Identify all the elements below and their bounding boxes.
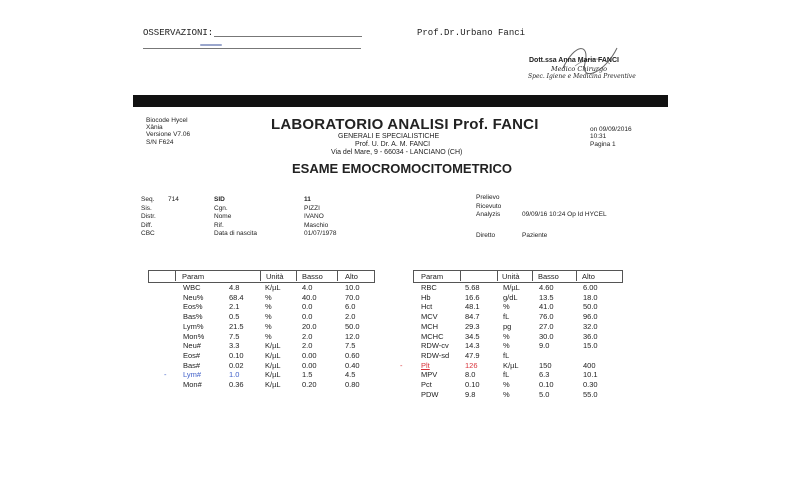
- left-header-unit: Unità: [266, 272, 284, 281]
- right-row-plt-low: 150: [539, 360, 552, 370]
- lab-subtitle: GENERALI E SPECIALISTICHE: [338, 133, 440, 140]
- right-row-hb-value: 16.6: [465, 292, 480, 302]
- report-page: Pagina 1: [590, 141, 616, 148]
- left-row-eos--value: 0.10: [229, 350, 244, 360]
- patient-left-labels: [141, 196, 156, 239]
- right-row-hct-high: 50.0: [583, 302, 598, 312]
- right-row-pct-param: Pct: [421, 380, 432, 389]
- left-row-lym--param: Lym%: [183, 321, 204, 331]
- left-row-eos--param: Eos%: [183, 302, 203, 312]
- right-row-mchc-param: MCHC: [421, 331, 444, 341]
- left-row-bas--low: 0.00: [302, 360, 317, 370]
- label-prelievo: Prelievo: [476, 194, 500, 201]
- left-row-mon--high: 12.0: [345, 331, 360, 341]
- right-row-pct-value: 0.10: [465, 380, 480, 389]
- left-row-eos--high: 0.60: [345, 350, 360, 360]
- left-header-high: Alto: [345, 272, 358, 281]
- right-row-mchc-unit: %: [503, 331, 510, 341]
- right-row-hb-param: Hb: [421, 292, 431, 302]
- left-row-bas--unit: K/µL: [265, 360, 281, 370]
- left-row-wbc-low: 4.0: [302, 283, 313, 292]
- left-header-param: Param: [182, 272, 205, 281]
- right-row-mpv-high: 10.1: [583, 370, 598, 380]
- right-header-high: Alto: [582, 272, 595, 281]
- right-row-mch-param: MCH: [421, 321, 439, 331]
- right-row-rdw-cv-high: 15.0: [583, 341, 598, 351]
- right-row-rbc-high: 6.00: [583, 283, 598, 292]
- label-ricevuto: Ricevuto: [476, 202, 502, 210]
- stamp-specialization: Spec. Igiene e Medicina Preventive: [528, 73, 636, 80]
- right-row-rdw-sd-value: 47.9: [465, 350, 480, 360]
- right-row-mch-low: 27.0: [539, 321, 554, 331]
- left-row-neu--high: 7.5: [345, 341, 356, 351]
- instrument-biocode: Biocode Hycel: [146, 117, 188, 124]
- lab-title: LABORATORIO ANALISI Prof. FANCI: [271, 116, 539, 133]
- right-header-param: Param: [421, 272, 444, 281]
- right-row-pdw-high: 55.0: [583, 389, 598, 399]
- left-row-mon--value: 7.5: [229, 331, 240, 341]
- right-row-mch-high: 32.0: [583, 321, 598, 331]
- patient-mid-labels: [214, 196, 257, 239]
- report-time: 10:31: [590, 133, 607, 140]
- left-row-bas--value: 0.5: [229, 312, 240, 322]
- right-row-hct-value: 48.1: [465, 302, 480, 312]
- left-row-bas--param: Bas#: [183, 360, 201, 370]
- left-row-wbc-param: WBC: [183, 283, 201, 292]
- right-row-rdw-cv-unit: %: [503, 341, 510, 351]
- left-row-mon--unit: K/µL: [265, 380, 281, 389]
- right-row-rbc-param: RBC: [421, 283, 437, 292]
- left-row-lym--low: 1.5: [302, 370, 313, 380]
- instrument-sn: S/N F624: [146, 139, 174, 146]
- left-row-bas--param: Bas%: [183, 312, 203, 322]
- instrument-version: Versione V7.06: [146, 131, 191, 138]
- right-row-mch-unit: pg: [503, 321, 512, 331]
- left-row-mon--high: 0.80: [345, 380, 360, 389]
- left-row-mon--low: 2.0: [302, 331, 313, 341]
- right-row-mpv-low: 6.3: [539, 370, 550, 380]
- left-row-bas--low: 0.0: [302, 312, 313, 322]
- left-row-wbc-high: 10.0: [345, 283, 360, 292]
- observations-line-2: [143, 48, 361, 49]
- right-header-unit: Unità: [502, 272, 520, 281]
- right-row-mcv-unit: fL: [503, 312, 510, 322]
- firstname-value: IVANO: [304, 213, 324, 220]
- label-nome: Nome: [214, 213, 232, 220]
- label-sid: SID: [214, 196, 225, 203]
- left-row-bas--unit: %: [265, 312, 272, 322]
- right-row-mcv-high: 96.0: [583, 312, 598, 322]
- left-row-neu--unit: %: [265, 292, 272, 302]
- header-band: [133, 95, 668, 107]
- label-cbc: CBC: [141, 230, 155, 237]
- left-row-bas--high: 0.40: [345, 360, 360, 370]
- right-row-pct-high: 0.30: [583, 380, 598, 389]
- right-row-hct-low: 41.0: [539, 302, 554, 312]
- left-row-eos--low: 0.0: [302, 302, 313, 312]
- stamp-name: Dott.ssa Anna Maria FANCI: [529, 57, 619, 64]
- right-row-mchc-high: 36.0: [583, 331, 598, 341]
- left-row-neu--value: 68.4: [229, 292, 244, 302]
- label-sis: Sis.: [141, 204, 152, 212]
- label-birthdate: Data di nascita: [214, 230, 257, 237]
- report-date: on 09/09/2016: [590, 126, 632, 133]
- right-row-pdw-low: 5.0: [539, 389, 550, 399]
- right-row-mchc-low: 30.0: [539, 331, 554, 341]
- right-row-pct-low: 0.10: [539, 380, 554, 389]
- right-row-mcv-param: MCV: [421, 312, 438, 322]
- lab-address: Via del Mare, 9 - 66034 - LANCIANO (CH): [331, 149, 463, 156]
- right-row-plt-flag: -: [400, 360, 403, 370]
- left-row-neu--param: Neu%: [183, 292, 204, 302]
- left-row-lym--value: 1.0: [229, 370, 240, 380]
- right-row-hct-param: Hct: [421, 302, 433, 312]
- left-row-lym--value: 21.5: [229, 321, 244, 331]
- left-row-wbc-unit: K/µL: [265, 283, 281, 292]
- right-row-rdw-cv-low: 9.0: [539, 341, 550, 351]
- left-row-eos--param: Eos#: [183, 350, 201, 360]
- left-row-mon--value: 0.36: [229, 380, 244, 389]
- left-row-neu--unit: K/µL: [265, 341, 281, 351]
- left-row-lym--unit: K/µL: [265, 370, 281, 380]
- label-rif: Rif.: [214, 221, 224, 229]
- right-row-rdw-cv-param: RDW-cv: [421, 341, 449, 351]
- right-row-mcv-value: 84.7: [465, 312, 480, 322]
- label-analyzis: Analyzis: [476, 211, 501, 218]
- label-distr: Distr.: [141, 213, 156, 220]
- right-row-hb-low: 13.5: [539, 292, 554, 302]
- left-row-wbc-value: 4.8: [229, 283, 240, 292]
- left-row-eos--value: 2.1: [229, 302, 240, 312]
- instrument-model: Xânia: [146, 124, 163, 131]
- left-row-bas--high: 2.0: [345, 312, 356, 322]
- left-row-bas--value: 0.02: [229, 360, 244, 370]
- left-row-mon--low: 0.20: [302, 380, 317, 389]
- left-row-lym--low: 20.0: [302, 321, 317, 331]
- right-row-mchc-value: 34.5: [465, 331, 480, 341]
- exam-title: ESAME EMOCROMOCITOMETRICO: [292, 161, 513, 176]
- analysis-value: 09/09/16 10:24 Op Id HYCEL: [522, 211, 607, 218]
- right-row-pct-unit: %: [503, 380, 510, 389]
- left-row-neu--param: Neu#: [183, 341, 201, 351]
- left-row-mon--param: Mon%: [183, 331, 205, 341]
- right-row-plt-high: 400: [583, 360, 596, 370]
- right-row-plt-unit: K/µL: [503, 360, 519, 370]
- left-row-lym--flag: -: [164, 370, 167, 380]
- observations-label: OSSERVAZIONI:: [143, 28, 214, 38]
- birthdate-value: 01/07/1978: [304, 230, 337, 237]
- right-row-hct-unit: %: [503, 302, 510, 312]
- label-seq: Seq.: [141, 196, 155, 203]
- left-row-mon--unit: %: [265, 331, 272, 341]
- label-diff: Diff.: [141, 221, 153, 229]
- left-row-neu--high: 70.0: [345, 292, 360, 302]
- left-row-lym--unit: %: [265, 321, 272, 331]
- typed-doctor-name: Prof.Dr.Urbano Fanci: [417, 28, 526, 38]
- right-row-rbc-value: 5.68: [465, 283, 480, 292]
- left-row-eos--low: 0.00: [302, 350, 317, 360]
- right-row-hb-unit: g/dL: [503, 292, 518, 302]
- direct-value: Paziente: [522, 232, 548, 239]
- right-row-pdw-value: 9.8: [465, 389, 476, 399]
- left-row-eos--unit: K/µL: [265, 350, 281, 360]
- left-row-neu--low: 40.0: [302, 292, 317, 302]
- label-diretto: Diretto: [476, 232, 496, 239]
- observations-line-1: [214, 36, 362, 37]
- right-row-hb-high: 18.0: [583, 292, 598, 302]
- right-row-pdw-param: PDW: [421, 389, 439, 399]
- left-row-eos--unit: %: [265, 302, 272, 312]
- seq-value: 714: [168, 196, 179, 203]
- label-cgn: Cgn.: [214, 204, 228, 212]
- left-header-low: Basso: [302, 272, 323, 281]
- patient-right-labels: [476, 194, 501, 220]
- left-row-eos--high: 6.0: [345, 302, 356, 312]
- sid-value: 11: [304, 196, 311, 203]
- pen-mark: [200, 44, 222, 46]
- right-row-rdw-sd-unit: fL: [503, 350, 510, 360]
- right-row-plt-param: Plt: [421, 360, 430, 370]
- left-row-mon--param: Mon#: [183, 380, 202, 389]
- right-row-mcv-low: 76.0: [539, 312, 554, 322]
- left-row-lym--high: 50.0: [345, 321, 360, 331]
- right-row-mpv-param: MPV: [421, 370, 438, 380]
- right-row-pdw-unit: %: [503, 389, 510, 399]
- right-row-rbc-unit: M/µL: [503, 283, 520, 292]
- left-row-neu--low: 2.0: [302, 341, 313, 351]
- right-row-rdw-sd-param: RDW-sd: [421, 350, 450, 360]
- right-header-low: Basso: [538, 272, 559, 281]
- right-row-rbc-low: 4.60: [539, 283, 554, 292]
- sex-value: Maschio: [304, 221, 329, 229]
- lab-director: Prof. U. Dr. A. M. FANCI: [355, 141, 431, 148]
- stamp-role: Medico Chirurgo: [551, 65, 608, 73]
- right-row-mpv-unit: fL: [503, 370, 510, 380]
- right-row-plt-value: 126: [465, 360, 478, 370]
- patient-mid-values: [304, 196, 337, 239]
- left-row-lym--param: Lym#: [183, 370, 202, 380]
- left-row-neu--value: 3.3: [229, 341, 240, 351]
- right-row-rdw-cv-value: 14.3: [465, 341, 480, 351]
- right-row-mch-value: 29.3: [465, 321, 480, 331]
- surname-value: PIZZI: [304, 204, 320, 212]
- right-row-mpv-value: 8.0: [465, 370, 476, 380]
- left-row-lym--high: 4.5: [345, 370, 356, 380]
